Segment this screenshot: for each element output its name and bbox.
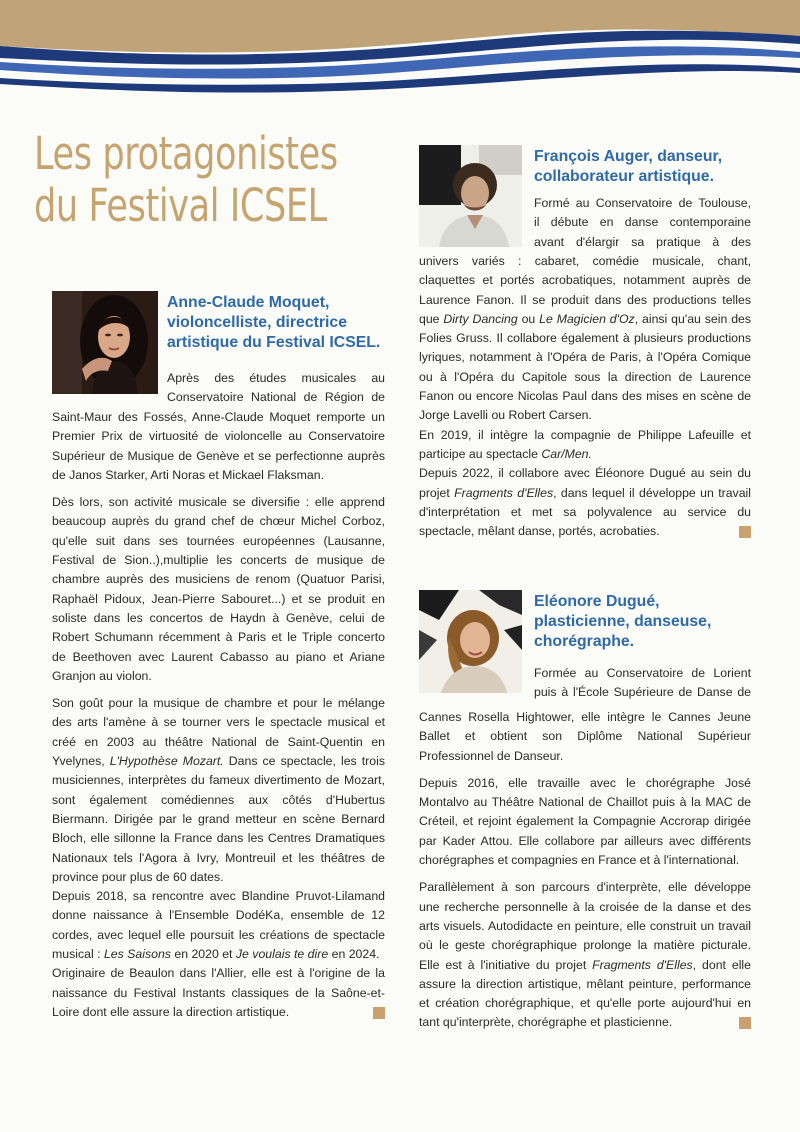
- eleonore-name-line-3: chorégraphe.: [534, 633, 635, 650]
- anne-claude-intro: [167, 369, 385, 408]
- eleonore-intro: [534, 664, 751, 703]
- francois-portrait: [419, 145, 522, 247]
- anne-claude-name-line-2: violoncelliste, directrice: [167, 314, 347, 331]
- work-title: Les Saisons: [103, 947, 171, 962]
- anne-claude-name-line-1: Anne-Claude Moquet,: [167, 294, 330, 311]
- page-title: [34, 127, 338, 232]
- anne-claude-name: [167, 293, 397, 353]
- page-title-line-1: Les protagonistes: [34, 127, 338, 180]
- end-of-article-mark: [739, 526, 751, 538]
- work-title: Je voulais te dire: [235, 947, 329, 962]
- anne-claude-paragraph-5: Originaire de Beaulon dans l'Allier, elle est à l'origine de la naissance du Festival Instants classiques de la Saône-et-Loire dont elle assure la direction artistique.: [52, 966, 385, 1019]
- page-title-line-2: du Festival ICSEL: [34, 179, 327, 232]
- eleonore-portrait: [419, 590, 522, 693]
- end-of-article-mark: [373, 1007, 385, 1019]
- work-title: L'Hypothèse Mozart.: [109, 754, 224, 769]
- francois-bio: [419, 252, 751, 541]
- eleonore-name: [534, 592, 774, 652]
- eleonore-paragraph-1: Cannes Rosella Hightower, elle intègre le Cannes Jeune Ballet et obtient son Diplôme National Supérieur Professionnel de Danseur.: [419, 710, 751, 763]
- work-title: Dirty Dancing: [443, 311, 518, 326]
- eleonore-paragraph-2: Depuis 2016, elle travaille avec le chorégraphe José Montalvo au Théâtre National de Chaillot puis à la MAC de Créteil, et rejoint également la Compagnie Accrorap dirigée par Kader Attou. Elle collabore par ailleurs avec différents chorégraphes et compagnies en France et à l'international.: [419, 775, 751, 868]
- anne-claude-paragraph-3: Son goût pour la musique de chambre et pour le mélange des arts l'amène à se tourner vers le spectacle musical et créé en 2003 au théâtre National de Saint-Quentin en Yvelynes, L'Hypothèse Mozart. Dans ce spectacle, les trois musiciennes, interprètes du fameux divertimento de Mozart, sont également comédiennes aux côtés d'Hubertus Biermann. Dirigée par le grand metteur en scène Bernard Bloch, elle sillonne la France dans les Centres Dramatiques Nationaux tels l'Agora à Ivry, Montreuil et les théâtres de province pour plus de 60 dates.: [52, 696, 385, 884]
- francois-paragraph-1: univers variés : cabaret, comédie musicale, chant, claquettes et portés acrobatiques, notamment auprès de Laurence Fanon. Il se produit dans des productions telles que Dirty Dancing ou Le Magicien d'Oz, ainsi qu'au sein des Folies Gruss. Il collabore également à plusieurs productions lyriques, notamment à l'Opéra de Paris, à l'Opéra Comique ou à l'Opéra du Capitole sous la direction de Laurence Fanon ou encore Nicolas Paul dans des mises en scène de Jorge Lavelli ou Robert Carsen.: [419, 254, 752, 423]
- anne-claude-intro-line-1: Après des études musicales au: [167, 371, 385, 385]
- francois-intro-line-1: Formé au Conservatoire de Toulouse,: [534, 196, 751, 210]
- eleonore-name-line-2: plasticienne, danseuse,: [534, 613, 712, 630]
- anne-claude-bio: [52, 408, 385, 1022]
- eleonore-name-line-1: Eléonore Dugué,: [534, 593, 660, 610]
- work-title: Car/Men.: [541, 446, 592, 461]
- anne-claude-name-line-3: artistique du Festival ICSEL.: [167, 334, 381, 351]
- eleonore-bio: [419, 708, 751, 1033]
- francois-intro: [534, 194, 751, 252]
- work-title: Fragments d'Elles: [454, 485, 554, 500]
- francois-name-line-1: François Auger, danseur,: [534, 148, 723, 165]
- eleonore-paragraph-3: Parallèlement à son parcours d'interprète, elle développe une recherche personnelle à la croisée de la danse et des arts visuels. Autodidacte en peinture, elle construit un travail où le geste chorégraphique prolonge la matière picturale. Elle est à l'initiative du projet Fragments d'Elles, dont elle assure la direction artistique, mêlant peinture, performance et création chorégraphique, et qu'elle porte aujourd'hui en tant qu'interprète, chorégraphe et plasticienne.: [419, 880, 751, 1030]
- anne-claude-paragraph-4: Depuis 2018, sa rencontre avec Blandine Pruvot-Lilamand donne naissance à l'Ensemble DodéKa, ensemble de 12 cordes, avec lequel elle poursuit les créations de spectacle musical : Les Saisons en 2020 et Je voulais te dire en 2024.: [52, 889, 385, 962]
- eleonore-intro-line-2: puis à l'École Supérieure de Danse de: [534, 685, 751, 700]
- anne-claude-portrait: [52, 291, 158, 394]
- anne-claude-paragraph-1: Saint-Maur des Fossés, Anne-Claude Moquet remporte un Premier Prix de virtuosité de violoncelle au Conservatoire Supérieur de Musique de Genève et se perfectionne auprès de Janos Starker, Arti Noras et Mickael Flaksman.: [52, 410, 385, 482]
- francois-name: [534, 147, 774, 187]
- francois-intro-line-2: il débute en danse contemporaine: [534, 215, 751, 230]
- francois-paragraph-2: En 2019, il intègre la compagnie de Philippe Lafeuille et participe au spectacle Car/Men.: [419, 427, 751, 461]
- work-title: Le Magicien d'Oz: [539, 311, 635, 326]
- francois-name-line-2: collaborateur artistique.: [534, 168, 714, 185]
- work-title: Fragments d'Elles: [592, 957, 693, 972]
- end-of-article-mark: [739, 1017, 751, 1029]
- francois-paragraph-3: Depuis 2022, il collabore avec Éléonore Dugué au sein du projet Fragments d'Elles, dans lequel il développe un travail d'interprétation et met sa polyvalence au service du spectacle, mêlant danse, portés, acrobaties.: [419, 466, 751, 539]
- eleonore-intro-line-1: Formée au Conservatoire de Lorient: [534, 666, 751, 680]
- anne-claude-intro-line-2: Conservatoire National de Région de: [167, 390, 385, 405]
- header-wave-band: [0, 0, 800, 108]
- francois-intro-line-3: avant d'élargir sa pratique à des: [534, 234, 751, 249]
- anne-claude-paragraph-2: Dès lors, son activité musicale se diversifie : elle apprend beaucoup auprès du grand chef de chœur Michel Corboz, qu'elle suit dans ses tournées européennes (Lausanne, Festival de Sion..),multiplie les concerts de musique de chambre auprès des musiciens de renom (Quatuor Parisi, Raphaël Pidoux, Jean-Pierre Sabouret...) et se produit en soliste dans les concertos de Haydn à Genève, celui de Robert Schumann récemment à Paris et le Triple concerto de Beethoven avec Laurent Cabasso au piano et Ariane Granjon au violon.: [52, 495, 385, 683]
